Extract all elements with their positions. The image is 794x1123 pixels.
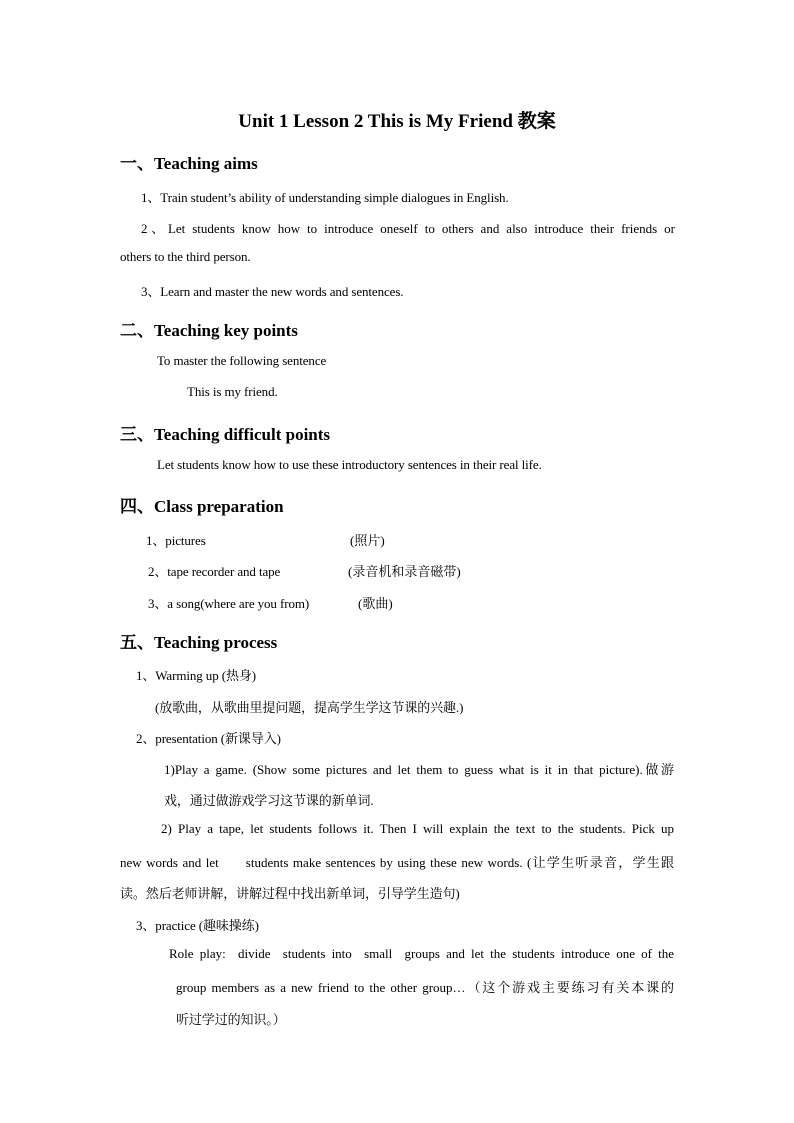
presentation-step-1-line-2: 戏，通过做游戏学习这节课的新单词.: [164, 793, 374, 808]
preparation-item-3-label: 3、a song(where are you from): [148, 596, 310, 611]
key-points-line-2: This is my friend.: [187, 384, 278, 399]
section-heading-difficult-points: 三、Teaching difficult points: [120, 425, 331, 444]
aims-item-2-line-1: 2、Let students know how to introduce oneself to others and also introduce their friends or: [141, 221, 675, 236]
difficult-points-line-1: Let students know how to use these introductory sentences in their real life.: [157, 457, 542, 472]
process-practice: 3、practice (趣味操练): [136, 918, 259, 933]
process-presentation: 2、presentation (新课导入): [136, 731, 281, 746]
document-title: Unit 1 Lesson 2 This is My Friend 教案: [238, 111, 556, 132]
practice-role-play-line-2: group members as a new friend to the other group…（这个游戏主要练习有关本课的: [176, 980, 674, 995]
key-points-line-1: To master the following sentence: [157, 353, 327, 368]
section-heading-key-points: 二、Teaching key points: [120, 321, 298, 340]
preparation-item-1-label: 1、pictures: [146, 533, 206, 548]
aims-item-3: 3、Learn and master the new words and sentences.: [141, 284, 404, 299]
aims-item-2-line-2: others to the third person.: [120, 249, 251, 264]
presentation-step-2-line-2: new words and let students make sentences by using these new words. (让学生听录音，学生跟: [120, 855, 674, 870]
process-warmup: 1、Warming up (热身): [136, 668, 257, 683]
section-heading-class-preparation: 四、Class preparation: [120, 497, 284, 516]
presentation-step-2-line-1: 2) Play a tape, let students follows it. Then I will explain the text to the students. Pick up: [161, 821, 674, 836]
process-warmup-note: (放歌曲，从歌曲里提问题，提高学生学这节课的兴趣.): [155, 700, 464, 715]
practice-role-play-line-3: 听过学过的知识。）: [176, 1012, 286, 1027]
aims-item-1: 1、Train student’s ability of understanding simple dialogues in English.: [141, 190, 509, 205]
preparation-item-3-note: (歌曲): [358, 596, 393, 611]
presentation-step-1-line-1: 1)Play a game. (Show some pictures and let them to guess what is it in that picture).做游: [164, 762, 674, 777]
preparation-item-2-label: 2、tape recorder and tape: [148, 564, 281, 579]
preparation-item-2-note: (录音机和录音磁带): [348, 564, 461, 579]
presentation-step-2-line-3: 读。然后老师讲解，讲解过程中找出新单词，引导学生造句): [120, 886, 460, 901]
preparation-item-1-note: (照片): [350, 533, 385, 548]
section-heading-teaching-aims: 一、Teaching aims: [120, 154, 258, 173]
practice-role-play-line-1: Role play: divide students into small groups and let the students introduce one of the: [169, 946, 674, 961]
section-heading-teaching-process: 五、Teaching process: [120, 633, 278, 652]
